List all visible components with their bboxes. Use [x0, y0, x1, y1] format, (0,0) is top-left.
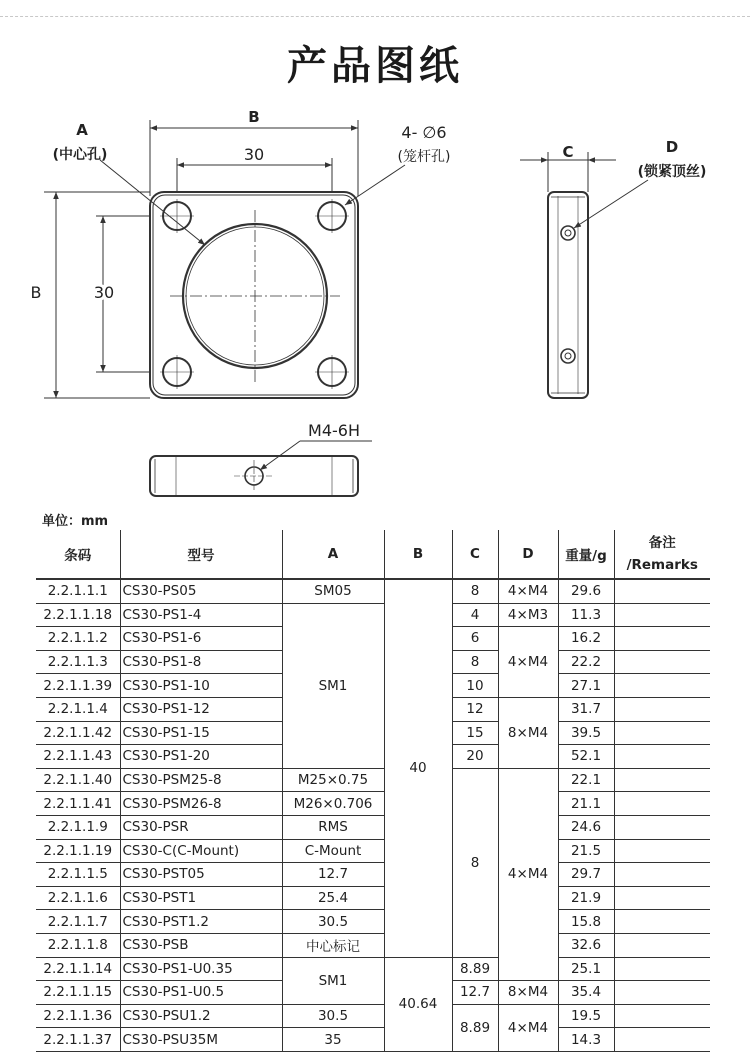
cell-d: 8×M4: [498, 981, 558, 1005]
cell-remarks: [614, 957, 710, 981]
cell-remarks: [614, 721, 710, 745]
cell-weight: 22.2: [558, 650, 614, 674]
cell-remarks: [614, 1028, 710, 1052]
cell-c: 8: [452, 650, 498, 674]
cell-model: CS30-PS1-U0.5: [120, 981, 282, 1005]
cell-model: CS30-PST1.2: [120, 910, 282, 934]
cell-model: CS30-PST05: [120, 863, 282, 887]
table-row: [36, 933, 710, 957]
header-d: D: [498, 530, 558, 579]
side-view-labels: [562, 138, 706, 180]
cell-model: CS30-PS1-15: [120, 721, 282, 745]
spec-table: [36, 530, 710, 1052]
table-row: [36, 863, 710, 887]
dim-30-left: 30: [93, 283, 115, 302]
unit-label: 单位：mm: [42, 514, 109, 529]
cell-code: 2.2.1.1.4: [36, 697, 120, 721]
table-row: [36, 768, 710, 792]
cell-model: CS30-PS1-8: [120, 650, 282, 674]
cell-model: CS30-PSR: [120, 815, 282, 839]
cell-weight: 19.5: [558, 1004, 614, 1028]
cell-model: CS30-PSU1.2: [120, 1004, 282, 1028]
cell-remarks: [614, 863, 710, 887]
cell-remarks: [614, 603, 710, 627]
cell-remarks: [614, 981, 710, 1005]
cell-code: 2.2.1.1.8: [36, 933, 120, 957]
cell-code: 2.2.1.1.3: [36, 650, 120, 674]
cell-code: 2.2.1.1.14: [36, 957, 120, 981]
cell-code: 2.2.1.1.2: [36, 627, 120, 651]
cell-a: C-Mount: [282, 839, 384, 863]
cell-code: 2.2.1.1.9: [36, 815, 120, 839]
cell-a: RMS: [282, 815, 384, 839]
cell-weight: 52.1: [558, 745, 614, 769]
cell-a: 30.5: [282, 910, 384, 934]
cell-model: CS30-PST1: [120, 886, 282, 910]
cell-b-merged: 40.64: [384, 957, 452, 1051]
cell-model: CS30-PS1-20: [120, 745, 282, 769]
table-header-row: [36, 530, 710, 579]
cell-b-merged: 40: [384, 579, 452, 957]
cell-code: 2.2.1.1.6: [36, 886, 120, 910]
cell-code: 2.2.1.1.1: [36, 579, 120, 603]
cell-c: 6: [452, 627, 498, 651]
dim-30-top: 30: [243, 145, 265, 164]
cell-remarks: [614, 674, 710, 698]
cell-c: 8: [452, 579, 498, 603]
cell-c: 4: [452, 603, 498, 627]
table-row: [36, 839, 710, 863]
cell-remarks: [614, 886, 710, 910]
cell-c: 20: [452, 745, 498, 769]
cell-d: 4×M4: [498, 579, 558, 603]
cell-remarks: [614, 579, 710, 603]
label-c: C: [562, 143, 574, 161]
label-a: A: [76, 121, 88, 139]
label-a-desc: (中心孔): [52, 147, 108, 163]
cell-c-merged: 8: [452, 768, 498, 957]
cell-weight: 39.5: [558, 721, 614, 745]
cell-remarks: [614, 697, 710, 721]
cell-weight: 35.4: [558, 981, 614, 1005]
header-remarks: 备注 /Remarks: [614, 530, 710, 579]
cell-a: M25×0.75: [282, 768, 384, 792]
table-row: [36, 1028, 710, 1052]
cell-a-merged: SM1: [282, 603, 384, 768]
side-view: [520, 152, 648, 398]
technical-drawing: [0, 0, 750, 510]
cell-d-merged: 4×M4: [498, 627, 558, 698]
table-row: [36, 792, 710, 816]
cell-d-merged: 8×M4: [498, 697, 558, 768]
cell-model: CS30-PS1-12: [120, 697, 282, 721]
cell-code: 2.2.1.1.43: [36, 745, 120, 769]
cell-code: 2.2.1.1.39: [36, 674, 120, 698]
cell-a: 中心标记: [282, 933, 384, 957]
cell-weight: 21.9: [558, 886, 614, 910]
cell-code: 2.2.1.1.40: [36, 768, 120, 792]
cell-c: 15: [452, 721, 498, 745]
table-row: [36, 886, 710, 910]
cell-a: 25.4: [282, 886, 384, 910]
cell-d: 4×M3: [498, 603, 558, 627]
cell-remarks: [614, 745, 710, 769]
cell-c: 12: [452, 697, 498, 721]
cell-c-merged: 8.89: [452, 1004, 498, 1051]
cell-c: 12.7: [452, 981, 498, 1005]
thread-label: M4-6H: [308, 421, 360, 440]
cell-model: CS30-PS1-4: [120, 603, 282, 627]
cell-remarks: [614, 792, 710, 816]
label-b-left: B: [30, 283, 42, 302]
cell-weight: 32.6: [558, 933, 614, 957]
cell-a: M26×0.706: [282, 792, 384, 816]
cell-remarks: [614, 933, 710, 957]
cell-code: 2.2.1.1.41: [36, 792, 120, 816]
cell-weight: 16.2: [558, 627, 614, 651]
header-weight: 重量/g: [558, 530, 614, 579]
cell-model: CS30-PS1-10: [120, 674, 282, 698]
cell-weight: 25.1: [558, 957, 614, 981]
label-b-top: B: [248, 108, 260, 126]
cell-code: 2.2.1.1.36: [36, 1004, 120, 1028]
hole-desc: (笼杆孔): [397, 149, 451, 165]
cell-weight: 14.3: [558, 1028, 614, 1052]
table-row: [36, 815, 710, 839]
cell-remarks: [614, 627, 710, 651]
cell-remarks: [614, 839, 710, 863]
header-c: C: [452, 530, 498, 579]
cell-model: CS30-PSM26-8: [120, 792, 282, 816]
cell-a: SM05: [282, 579, 384, 603]
cell-weight: 31.7: [558, 697, 614, 721]
label-d: D: [665, 138, 679, 156]
cell-code: 2.2.1.1.19: [36, 839, 120, 863]
cell-remarks: [614, 768, 710, 792]
cell-a: 12.7: [282, 863, 384, 887]
cell-weight: 24.6: [558, 815, 614, 839]
cell-code: 2.2.1.1.18: [36, 603, 120, 627]
cell-weight: 15.8: [558, 910, 614, 934]
cell-c: 8.89: [452, 957, 498, 981]
cell-model: CS30-PS1-U0.35: [120, 957, 282, 981]
cell-weight: 22.1: [558, 768, 614, 792]
cell-a-merged: SM1: [282, 957, 384, 1004]
cell-model: CS30-PS1-6: [120, 627, 282, 651]
cell-model: CS30-C(C-Mount): [120, 839, 282, 863]
table-row: [36, 910, 710, 934]
cell-model: CS30-PSU35M: [120, 1028, 282, 1052]
cell-code: 2.2.1.1.37: [36, 1028, 120, 1052]
cell-weight: 29.7: [558, 863, 614, 887]
cell-c: 10: [452, 674, 498, 698]
cell-d-merged: 4×M4: [498, 1004, 558, 1051]
cell-code: 2.2.1.1.7: [36, 910, 120, 934]
cell-weight: 21.1: [558, 792, 614, 816]
cell-code: 2.2.1.1.15: [36, 981, 120, 1005]
cell-model: CS30-PSM25-8: [120, 768, 282, 792]
table-row: [36, 1004, 710, 1028]
cell-remarks: [614, 910, 710, 934]
cell-code: 2.2.1.1.42: [36, 721, 120, 745]
cell-a: 35: [282, 1028, 384, 1052]
cell-weight: 29.6: [558, 579, 614, 603]
cell-d-merged: 4×M4: [498, 768, 558, 980]
label-d-desc: (锁紧顶丝): [637, 164, 707, 180]
cell-model: CS30-PSB: [120, 933, 282, 957]
header-model: 型号: [120, 530, 282, 579]
cell-weight: 11.3: [558, 603, 614, 627]
bottom-view: [150, 441, 372, 496]
header-a: A: [282, 530, 384, 579]
table-row: [36, 957, 710, 981]
table-row: [36, 579, 710, 603]
cell-weight: 21.5: [558, 839, 614, 863]
cell-a: 30.5: [282, 1004, 384, 1028]
header-b: B: [384, 530, 452, 579]
cell-remarks: [614, 815, 710, 839]
cell-model: CS30-PS05: [120, 579, 282, 603]
cell-weight: 27.1: [558, 674, 614, 698]
cell-code: 2.2.1.1.5: [36, 863, 120, 887]
table-row: [36, 603, 710, 627]
cell-remarks: [614, 650, 710, 674]
cell-remarks: [614, 1004, 710, 1028]
page-title: 产品图纸: [287, 43, 463, 89]
hole-spec: 4- ∅6: [401, 123, 447, 142]
header-code: 条码: [36, 530, 120, 579]
